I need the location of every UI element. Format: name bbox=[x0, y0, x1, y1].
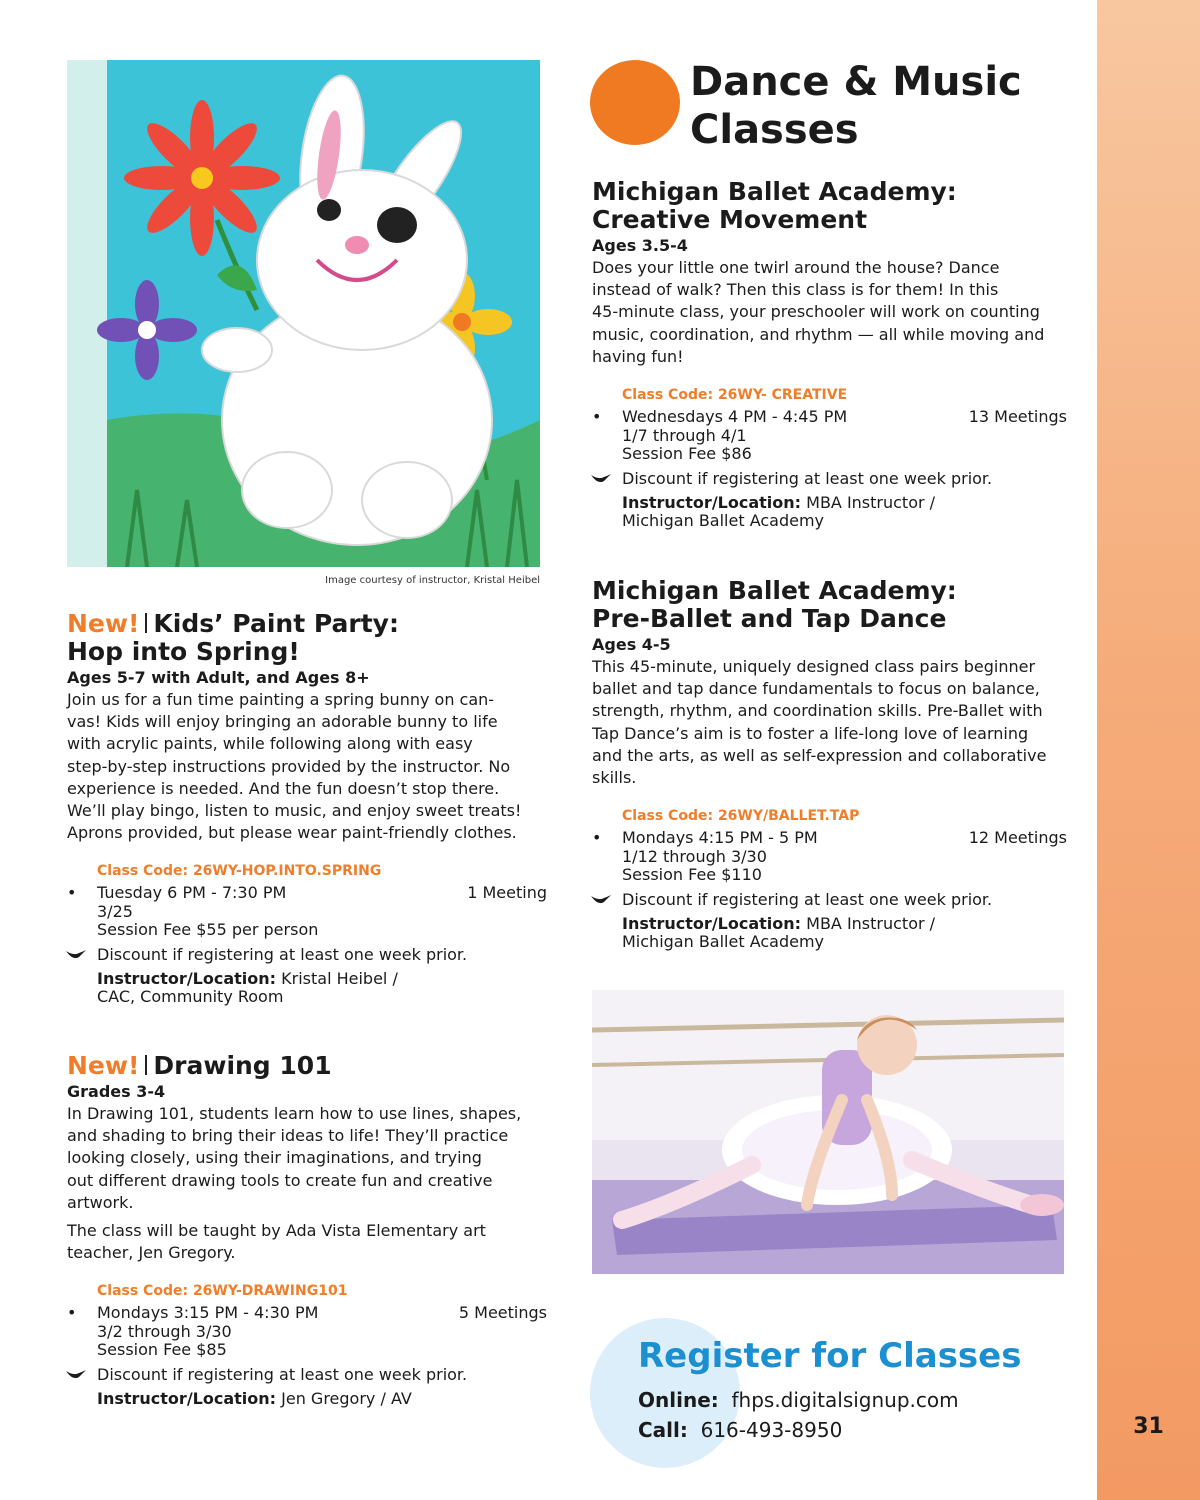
instructor-label: Instructor/Location: bbox=[622, 492, 802, 512]
description-line: Tap Dance’s aim is to foster a life-long love of learning bbox=[592, 723, 1029, 743]
instructor-location bbox=[592, 915, 1067, 952]
class-ages: Grades 3-4 bbox=[67, 1082, 166, 1101]
schedule-day-time: Mondays 4:15 PM - 5 PM bbox=[622, 828, 818, 848]
description-line: Does your little one twirl around the house? Dance bbox=[592, 258, 1000, 277]
title-separator bbox=[145, 1055, 147, 1075]
class-code: Class Code: 26WY-HOP.INTO.SPRING bbox=[97, 863, 382, 880]
class-code: Class Code: 26WY- CREATIVE bbox=[622, 387, 848, 404]
discount-note bbox=[67, 1365, 547, 1385]
schedule-dates: 3/25 bbox=[97, 901, 133, 921]
schedule-fee: Session Fee $110 bbox=[622, 865, 762, 885]
section-title bbox=[690, 58, 1090, 154]
bullet-icon: • bbox=[67, 883, 77, 903]
class-drawing-101 bbox=[67, 1052, 547, 1408]
description-line: This 45-minute, uniquely designed class pairs beginner bbox=[592, 657, 1036, 676]
description-line: ballet and tap dance fundamentals to focus on balance, bbox=[592, 679, 1040, 699]
side-color-bar bbox=[1097, 0, 1200, 1500]
instructor-location-value: CAC, Community Room bbox=[97, 987, 284, 1007]
description-line: We’ll play bingo, listen to music, and enjoy sweet treats! bbox=[67, 801, 522, 821]
description-line: looking closely, using their imaginations, and trying bbox=[67, 1148, 482, 1168]
class-description bbox=[592, 656, 1067, 789]
schedule-dates: 1/12 through 3/30 bbox=[622, 846, 767, 866]
phone-number[interactable]: 616-493-8950 bbox=[700, 1418, 843, 1442]
bunny-painting-image bbox=[67, 60, 540, 567]
bullet-icon: • bbox=[592, 828, 602, 848]
instructor-location bbox=[592, 494, 1067, 531]
instructor-name: MBA Instructor / bbox=[801, 913, 936, 933]
meeting-count: 13 Meetings bbox=[968, 407, 1067, 427]
description-line: skills. bbox=[592, 768, 637, 788]
class-ages: Ages 3.5-4 bbox=[592, 236, 688, 255]
class-title-line1: Michigan Ballet Academy: bbox=[592, 576, 957, 605]
register-online bbox=[638, 1388, 959, 1412]
class-ages: Ages 4-5 bbox=[592, 635, 671, 654]
description-line: and the arts, as well as self-expression and collaborative bbox=[592, 745, 1047, 765]
description-line: In Drawing 101, students learn how to use lines, shapes, bbox=[67, 1104, 522, 1123]
schedule-fee: Session Fee $86 bbox=[622, 444, 752, 464]
meeting-count: 5 Meetings bbox=[458, 1303, 547, 1323]
discount-note bbox=[592, 890, 1067, 910]
bird-icon bbox=[65, 1367, 87, 1383]
class-pre-ballet-tap bbox=[592, 577, 1067, 952]
class-title bbox=[592, 178, 1067, 234]
class-title-line1: Michigan Ballet Academy: bbox=[592, 177, 957, 206]
description-line: Join us for a fun time painting a spring bunny on can- bbox=[67, 690, 495, 709]
bullet-icon: • bbox=[67, 1303, 77, 1323]
class-title bbox=[67, 610, 547, 666]
discount-text: Discount if registering at least one week prior. bbox=[97, 1364, 468, 1384]
description-line: Aprons provided, but please wear paint-friendly clothes. bbox=[67, 823, 517, 843]
class-title-text: Drawing 101 bbox=[153, 1051, 332, 1080]
description-line: The class will be taught by Ada Vista Elementary art bbox=[67, 1221, 486, 1241]
register-call bbox=[638, 1418, 842, 1442]
meeting-count: 1 Meeting bbox=[467, 883, 547, 903]
class-code: Class Code: 26WY/BALLET.TAP bbox=[622, 808, 860, 825]
online-url[interactable]: fhps.digitalsignup.com bbox=[731, 1388, 959, 1412]
class-title-line1: Kids’ Paint Party: bbox=[153, 609, 399, 638]
instructor-name: MBA Instructor / bbox=[801, 492, 936, 512]
schedule-dates: 3/2 through 3/30 bbox=[97, 1321, 232, 1341]
description-line: having fun! bbox=[592, 346, 684, 366]
class-schedule bbox=[67, 1304, 547, 1360]
meeting-count: 12 Meetings bbox=[968, 828, 1067, 848]
ballet-dancer-photo bbox=[592, 990, 1064, 1274]
instructor-location-value: Michigan Ballet Academy bbox=[622, 511, 825, 531]
description-line: step-by-step instructions provided by the instructor. No bbox=[67, 756, 511, 776]
description-line: instead of walk? Then this class is for them! In this bbox=[592, 280, 999, 300]
class-title bbox=[67, 1052, 547, 1080]
title-separator bbox=[145, 613, 147, 633]
discount-text: Discount if registering at least one week prior. bbox=[622, 468, 993, 488]
call-label: Call: bbox=[638, 1418, 688, 1442]
discount-note bbox=[592, 469, 1067, 489]
description-line: and shading to bring their ideas to life! They’ll practice bbox=[67, 1126, 509, 1146]
class-title-line2: Pre-Ballet and Tap Dance bbox=[592, 604, 947, 633]
discount-text: Discount if registering at least one week prior. bbox=[622, 889, 993, 909]
description-line: teacher, Jen Gregory. bbox=[67, 1243, 236, 1263]
new-label: New! bbox=[67, 609, 140, 638]
description-line: with acrylic paints, while following along with easy bbox=[67, 734, 473, 754]
schedule-fee: Session Fee $85 bbox=[97, 1340, 227, 1360]
instructor-name: Kristal Heibel / bbox=[276, 968, 398, 988]
bird-icon bbox=[590, 471, 612, 487]
online-label: Online: bbox=[638, 1388, 719, 1412]
class-schedule bbox=[592, 829, 1067, 885]
page-number: 31 bbox=[1133, 1414, 1164, 1439]
schedule-day-time: Wednesdays 4 PM - 4:45 PM bbox=[622, 407, 848, 427]
description-line: out different drawing tools to create fun and creative bbox=[67, 1170, 493, 1190]
schedule-day-time: Mondays 3:15 PM - 4:30 PM bbox=[97, 1303, 319, 1323]
class-description bbox=[592, 257, 1067, 368]
description-line: vas! Kids will enjoy bringing an adorable bunny to life bbox=[67, 712, 498, 732]
new-label: New! bbox=[67, 1051, 140, 1080]
class-title bbox=[592, 577, 1067, 633]
instructor-location-value: Michigan Ballet Academy bbox=[622, 932, 825, 952]
bird-icon bbox=[590, 892, 612, 908]
description-line: experience is needed. And the fun doesn’t stop there. bbox=[67, 778, 500, 798]
image-caption: Image courtesy of instructor, Kristal Heibel bbox=[325, 575, 540, 586]
class-description bbox=[67, 689, 547, 844]
schedule-fee: Session Fee $55 per person bbox=[97, 920, 319, 940]
class-paint-party bbox=[67, 610, 547, 1007]
instructor-label: Instructor/Location: bbox=[97, 968, 277, 988]
class-ages: Ages 5-7 with Adult, and Ages 8+ bbox=[67, 668, 370, 687]
bullet-icon: • bbox=[592, 407, 602, 427]
instructor-label: Instructor/Location: bbox=[622, 913, 802, 933]
description-line: artwork. bbox=[67, 1192, 134, 1212]
schedule-dates: 1/7 through 4/1 bbox=[622, 425, 747, 445]
class-schedule bbox=[67, 884, 547, 940]
instructor-location bbox=[67, 970, 547, 1007]
description-line: 45-minute class, your preschooler will work on counting bbox=[592, 302, 1040, 322]
class-description bbox=[67, 1103, 547, 1214]
section-dot bbox=[590, 60, 680, 145]
bird-icon bbox=[65, 947, 87, 963]
section-title-line1: Dance & Music bbox=[690, 59, 1022, 105]
discount-text: Discount if registering at least one week prior. bbox=[97, 944, 468, 964]
discount-note bbox=[67, 945, 547, 965]
description-line: music, coordination, and rhythm — all while moving and bbox=[592, 324, 1045, 344]
section-title-line2: Classes bbox=[690, 107, 859, 153]
class-creative-movement bbox=[592, 178, 1067, 531]
register-title: Register for Classes bbox=[638, 1336, 1022, 1376]
class-title-line2: Creative Movement bbox=[592, 205, 868, 234]
schedule-day-time: Tuesday 6 PM - 7:30 PM bbox=[97, 883, 287, 903]
instructor-label: Instructor/Location: bbox=[97, 1388, 277, 1408]
class-title-line2: Hop into Spring! bbox=[67, 637, 300, 666]
class-description-2 bbox=[67, 1220, 547, 1264]
class-schedule bbox=[592, 408, 1067, 464]
instructor-location bbox=[67, 1390, 547, 1409]
description-line: strength, rhythm, and coordination skills. Pre-Ballet with bbox=[592, 701, 1043, 721]
instructor-name: Jen Gregory / AV bbox=[276, 1388, 412, 1408]
class-code: Class Code: 26WY-DRAWING101 bbox=[97, 1283, 348, 1300]
